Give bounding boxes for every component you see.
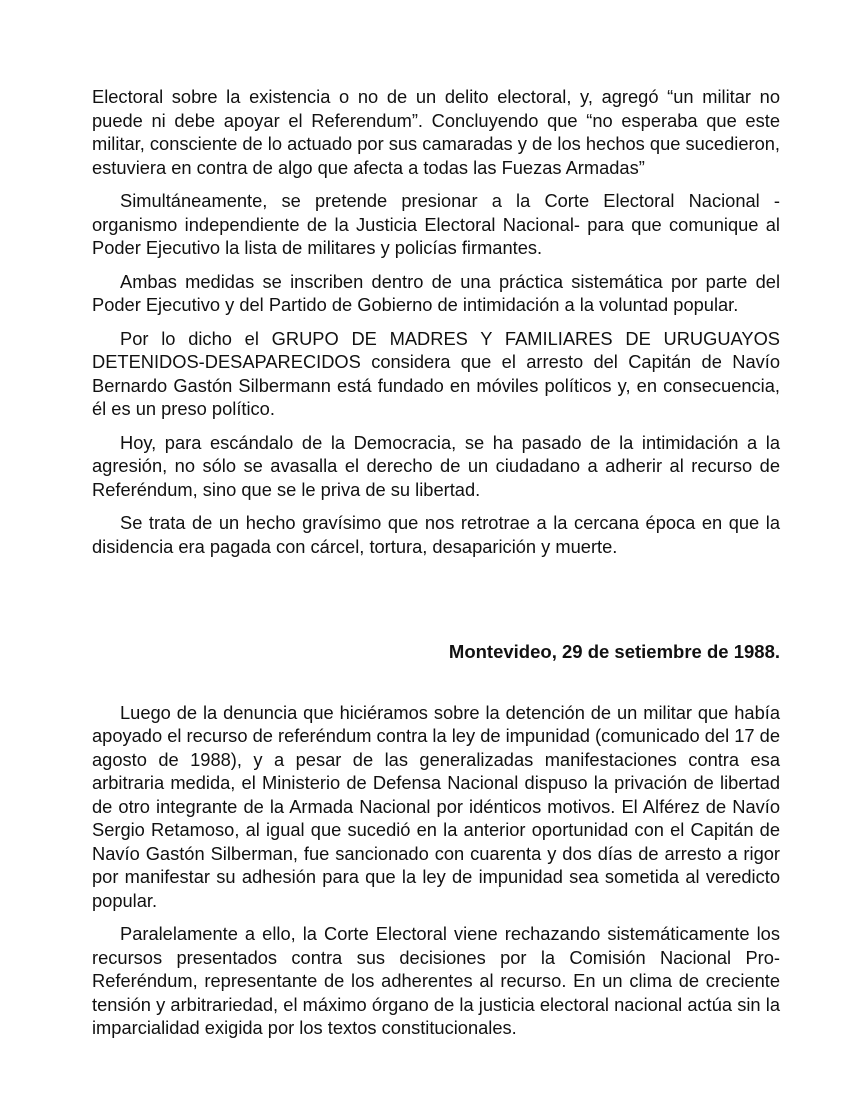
paragraph: Se trata de un hecho gravísimo que nos retrotrae a la cercana época en que la disidencia era pagada con cárcel, tortura, desaparición y muerte. [92, 512, 780, 557]
paragraph: Hoy, para escándalo de la Democracia, se ha pasado de la intimidación a la agresión, no sólo se avasalla el derecho de un ciudadano a adherir al recurso de Referéndum, sino que se le priva de su libertad. [92, 431, 780, 500]
paragraph-continuation: Electoral sobre la existencia o no de un delito electoral, y, agregó “un militar no puede ni debe apoyar el Referendum”. Concluyendo que “no esperaba que este militar, consciente de lo actuado por sus camaradas y de los hechos que sucedieron, estuviera en contra de algo que afecta a todas las Fuezas Armadas” [92, 86, 780, 178]
dateline: Montevideo, 29 de setiembre de 1988. [448, 641, 780, 662]
paragraph: Por lo dicho el GRUPO DE MADRES Y FAMILIARES DE URUGUAYOS DETENIDOS-DESAPARECIDOS considera que el arresto del Capitán de Navío Bernardo Gastón Silbermann está fundado en móviles políticos y, en consecuencia, él es un preso político. [92, 327, 780, 419]
paragraph: Paralelamente a ello, la Corte Electoral viene rechazando sistemáticamente los recursos presentados contra sus decisiones por la Comisión Nacional Pro-Referéndum, representante de los adherentes al recurso. En un clima de creciente tensión y arbitrariedad, el máximo órgano de la justicia electoral nacional actúa sin la imparcialidad exigida por los textos constitucionales. [92, 923, 780, 1038]
paragraph: Simultáneamente, se pretende presionar a la Corte Electoral Nacional - organismo independiente de la Justicia Electoral Nacional- para que comunique al Poder Ejecutivo la lista de militares y policías firmantes. [92, 190, 780, 258]
paragraph: Ambas medidas se inscriben dentro de una práctica sistemática por parte del Poder Ejecutivo y del Partido de Gobierno de intimidación a la voluntad popular. [92, 270, 780, 315]
paragraph: Luego de la denuncia que hiciéramos sobre la detención de un militar que había apoyado el recurso de referéndum contra la ley de impunidad (comunicado del 17 de agosto de 1988), y a pesar de las generalizadas manifestaciones contra esa arbitraria medida, el Ministerio de Defensa Nacional dispuso la privación de libertad de otro integrante de la Armada Nacional por idénticos motivos. El Alférez de Navío Sergio Retamoso, al igual que sucedió en la anterior oportunidad con el Capitán de Navío Gastón Silberman, fue sancionado con cuarenta y dos días de arresto a rigor por manifestar su adhesión para que la ley de impunidad sea sometida al veredicto popular. [92, 701, 781, 911]
document-page [92, 85, 780, 1050]
